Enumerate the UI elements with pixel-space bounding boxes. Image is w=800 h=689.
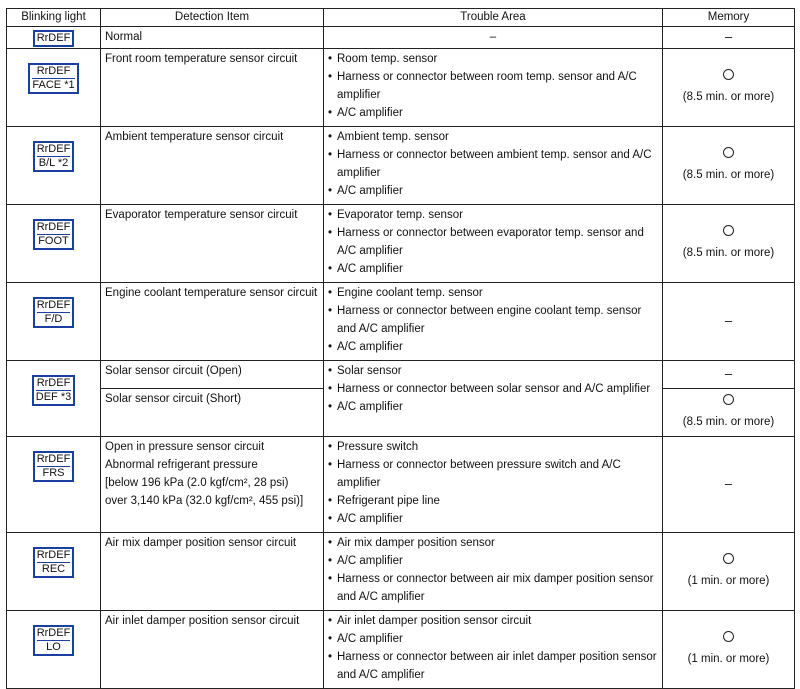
detection-item: Air mix damper position sensor circuit xyxy=(101,533,324,611)
table-row xyxy=(7,361,795,389)
trouble-item: • A/C amplifier xyxy=(328,510,658,528)
detection-item: Engine coolant temperature sensor circuit xyxy=(101,283,324,361)
detection-item: Open in pressure sensor circuit Abnormal refrigerant pressure [below 196 kPa (2.0 kgf/cm², 28 psi) over 3,140 kPa (32.0 kgf/cm², 455 psi)] xyxy=(101,437,324,533)
table-row xyxy=(7,283,795,361)
trouble-item: • A/C amplifier xyxy=(328,260,658,278)
indicator-box: RrDEF FOOT xyxy=(33,219,75,250)
memory-cell: – xyxy=(663,437,795,533)
header-row xyxy=(7,9,795,27)
trouble-item: • A/C amplifier xyxy=(328,104,658,122)
trouble-item: • Engine coolant temp. sensor xyxy=(328,284,658,302)
detection-item: Front room temperature sensor circuit xyxy=(101,49,324,127)
trouble-item: • A/C amplifier xyxy=(328,182,658,200)
trouble-area xyxy=(324,283,663,361)
table-row xyxy=(7,437,795,533)
indicator-box: RrDEF F/D xyxy=(33,297,75,328)
trouble-item: • Harness or connector between evaporator temp. sensor and A/C amplifier xyxy=(328,224,658,260)
trouble-item: • Evaporator temp. sensor xyxy=(328,206,658,224)
memory-cell: (1 min. or more) xyxy=(663,611,795,689)
trouble-item: • A/C amplifier xyxy=(328,338,658,356)
memory-circle-icon xyxy=(723,69,734,80)
table-row xyxy=(7,49,795,127)
detection-item: Air inlet damper position sensor circuit xyxy=(101,611,324,689)
header-blinking-light: Blinking light xyxy=(7,9,101,27)
indicator-box: RrDEF FRS xyxy=(33,451,75,482)
trouble-item: • Harness or connector between pressure switch and A/C amplifier xyxy=(328,456,658,492)
trouble-area xyxy=(324,533,663,611)
blinking-light-cell xyxy=(7,205,101,283)
trouble-item: • Air mix damper position sensor xyxy=(328,534,658,552)
trouble-item: • Refrigerant pipe line xyxy=(328,492,658,510)
trouble-item: • Ambient temp. sensor xyxy=(328,128,658,146)
trouble-item: • Harness or connector between engine coolant temp. sensor and A/C amplifier xyxy=(328,302,658,338)
trouble-area xyxy=(324,611,663,689)
table-row xyxy=(7,533,795,611)
trouble-item: • Air inlet damper position sensor circuit xyxy=(328,612,658,630)
dtc-table xyxy=(6,8,795,689)
memory-cell: (8.5 min. or more) xyxy=(663,49,795,127)
memory-circle-icon xyxy=(723,394,734,405)
memory-circle-icon xyxy=(723,147,734,158)
detection-item: Ambient temperature sensor circuit xyxy=(101,127,324,205)
blinking-light-cell xyxy=(7,361,101,437)
indicator-box: RrDEF LO xyxy=(33,625,75,656)
blinking-light-cell xyxy=(7,27,101,49)
trouble-item: • Harness or connector between air mix damper position sensor and A/C amplifier xyxy=(328,570,658,606)
detection-item-open: Solar sensor circuit (Open) xyxy=(101,361,324,389)
header-trouble-area: Trouble Area xyxy=(324,9,663,27)
trouble-area xyxy=(324,437,663,533)
memory-cell-short: (8.5 min. or more) xyxy=(663,389,795,437)
indicator-box: RrDEF xyxy=(33,30,75,47)
trouble-area xyxy=(324,49,663,127)
blinking-light-cell xyxy=(7,437,101,533)
detection-item-short: Solar sensor circuit (Short) xyxy=(101,389,324,437)
memory-cell: – xyxy=(663,27,795,49)
trouble-item: • A/C amplifier xyxy=(328,552,658,570)
memory-circle-icon xyxy=(723,225,734,236)
blinking-light-cell xyxy=(7,127,101,205)
memory-circle-icon xyxy=(723,631,734,642)
memory-circle-icon xyxy=(723,553,734,564)
table-row xyxy=(7,611,795,689)
indicator-box: RrDEF REC xyxy=(33,547,75,578)
memory-cell: (8.5 min. or more) xyxy=(663,127,795,205)
trouble-area: – xyxy=(324,27,663,49)
memory-cell: (1 min. or more) xyxy=(663,533,795,611)
memory-cell: (8.5 min. or more) xyxy=(663,205,795,283)
blinking-light-cell xyxy=(7,533,101,611)
table-row xyxy=(7,127,795,205)
trouble-item: • A/C amplifier xyxy=(328,398,658,416)
table-row xyxy=(7,27,795,49)
blinking-light-cell xyxy=(7,611,101,689)
table-row xyxy=(7,205,795,283)
blinking-light-cell xyxy=(7,49,101,127)
header-detection-item: Detection Item xyxy=(101,9,324,27)
trouble-item: • Room temp. sensor xyxy=(328,50,658,68)
blinking-light-cell xyxy=(7,283,101,361)
detection-item: Evaporator temperature sensor circuit xyxy=(101,205,324,283)
memory-cell: – xyxy=(663,283,795,361)
detection-item: Normal xyxy=(101,27,324,49)
trouble-item: • Solar sensor xyxy=(328,362,658,380)
trouble-area xyxy=(324,205,663,283)
indicator-box: RrDEF B/L *2 xyxy=(33,141,75,172)
indicator-box: RrDEF FACE *1 xyxy=(28,63,78,94)
trouble-item: • Harness or connector between ambient temp. sensor and A/C amplifier xyxy=(328,146,658,182)
trouble-item: • Harness or connector between solar sensor and A/C amplifier xyxy=(328,380,658,398)
trouble-item: • Harness or connector between air inlet damper position sensor and A/C amplifier xyxy=(328,648,658,684)
trouble-area xyxy=(324,361,663,437)
trouble-item: • Harness or connector between room temp. sensor and A/C amplifier xyxy=(328,68,658,104)
memory-cell-open: – xyxy=(663,361,795,389)
trouble-item: • A/C amplifier xyxy=(328,630,658,648)
header-memory: Memory xyxy=(663,9,795,27)
indicator-box: RrDEF DEF *3 xyxy=(32,375,75,406)
trouble-area xyxy=(324,127,663,205)
trouble-item: • Pressure switch xyxy=(328,438,658,456)
